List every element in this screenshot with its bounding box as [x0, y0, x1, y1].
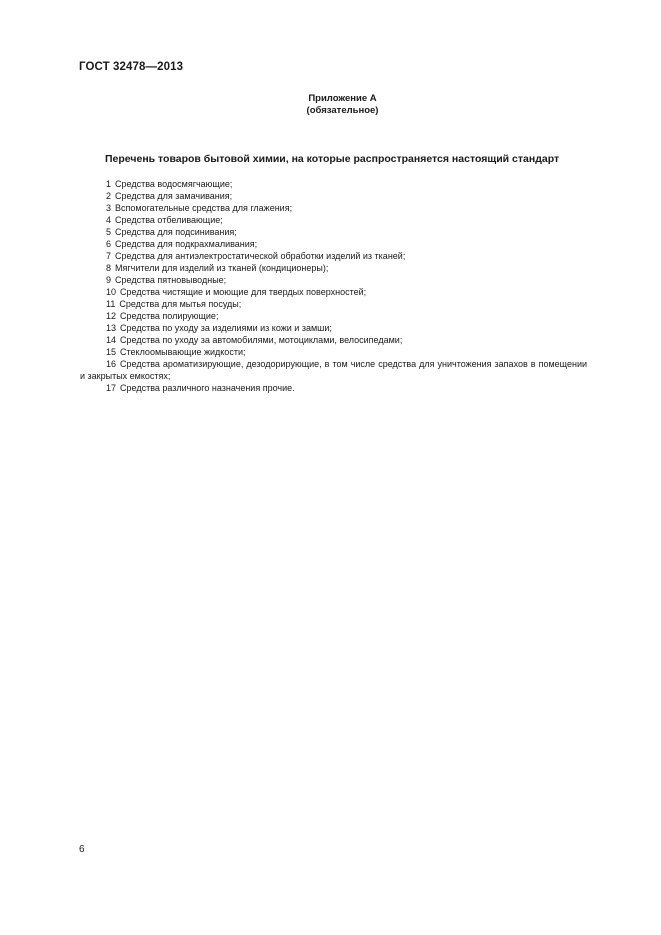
- list-item: [80, 310, 587, 322]
- item-number: 5: [106, 227, 112, 237]
- list-item: [80, 334, 587, 346]
- item-number: 16: [106, 359, 117, 369]
- item-text: Средства для подкрахмаливания;: [115, 239, 258, 249]
- item-text: Средства по уходу за автомобилями, мотоциклами, велосипедами;: [120, 335, 403, 345]
- item-number: 12: [106, 311, 117, 321]
- item-number: 14: [106, 335, 117, 345]
- item-number: 1: [106, 179, 112, 189]
- list-item: [80, 214, 587, 226]
- item-number: 13: [106, 323, 117, 333]
- list-item: [80, 178, 587, 190]
- appendix-subtitle: (обязательное): [306, 105, 379, 116]
- item-number: 17: [106, 383, 117, 393]
- list-item: [80, 226, 587, 238]
- list-item: [80, 190, 587, 202]
- item-text: Средства отбеливающие;: [115, 215, 223, 225]
- item-text: Вспомогательные средства для глажения;: [115, 203, 293, 213]
- document-header: ГОСТ 32478—2013: [79, 61, 184, 73]
- list-item: [80, 262, 587, 274]
- item-text: Средства различного назначения прочие.: [120, 383, 295, 393]
- item-text: Средства пятновыводные;: [115, 275, 227, 285]
- item-text: Средства полирующие;: [120, 311, 219, 321]
- item-text: Средства по уходу за изделиями из кожи и замши;: [120, 323, 332, 333]
- item-number: 7: [106, 251, 112, 261]
- item-number: 3: [106, 203, 112, 213]
- list-item: [80, 202, 587, 214]
- item-text: Средства ароматизирующие, дезодорирующие, в том числе средства для уничтожения запахов в помещении и закрытых емкостях;: [80, 359, 587, 381]
- item-text: Средства для замачивания;: [115, 191, 233, 201]
- item-number: 10: [106, 287, 117, 297]
- item-text: Стеклоомывающие жидкости;: [120, 347, 246, 357]
- appendix-title: Приложение А: [308, 93, 377, 104]
- item-number: 2: [106, 191, 112, 201]
- list-item: [80, 250, 587, 262]
- list-item: [80, 382, 587, 394]
- list-item: [80, 238, 587, 250]
- list-item: [80, 322, 587, 334]
- page-number: 6: [79, 844, 85, 855]
- list-item: [80, 286, 587, 298]
- item-text: Средства для мытья посуды;: [119, 299, 242, 309]
- item-text: Мягчители для изделий из тканей (кондиционеры);: [115, 263, 329, 273]
- item-number: 9: [106, 275, 112, 285]
- list-title: Перечень товаров бытовой химии, на которые распространяется настоящий стандарт: [105, 153, 560, 165]
- item-number: 6: [106, 239, 112, 249]
- item-text: Средства для подсинивания;: [115, 227, 237, 237]
- item-text: Средства для антиэлектростатической обработки изделий из тканей;: [115, 251, 406, 261]
- goods-list: [80, 178, 587, 394]
- list-item: [80, 358, 587, 382]
- list-item: [80, 298, 587, 310]
- list-item: [80, 274, 587, 286]
- item-number: 8: [106, 263, 112, 273]
- list-item: [80, 346, 587, 358]
- item-number: 4: [106, 215, 112, 225]
- item-text: Средства чистящие и моющие для твердых поверхностей;: [120, 287, 367, 297]
- item-number: 11: [106, 299, 116, 309]
- item-number: 15: [106, 347, 117, 357]
- item-text: Средства водосмягчающие;: [115, 179, 233, 189]
